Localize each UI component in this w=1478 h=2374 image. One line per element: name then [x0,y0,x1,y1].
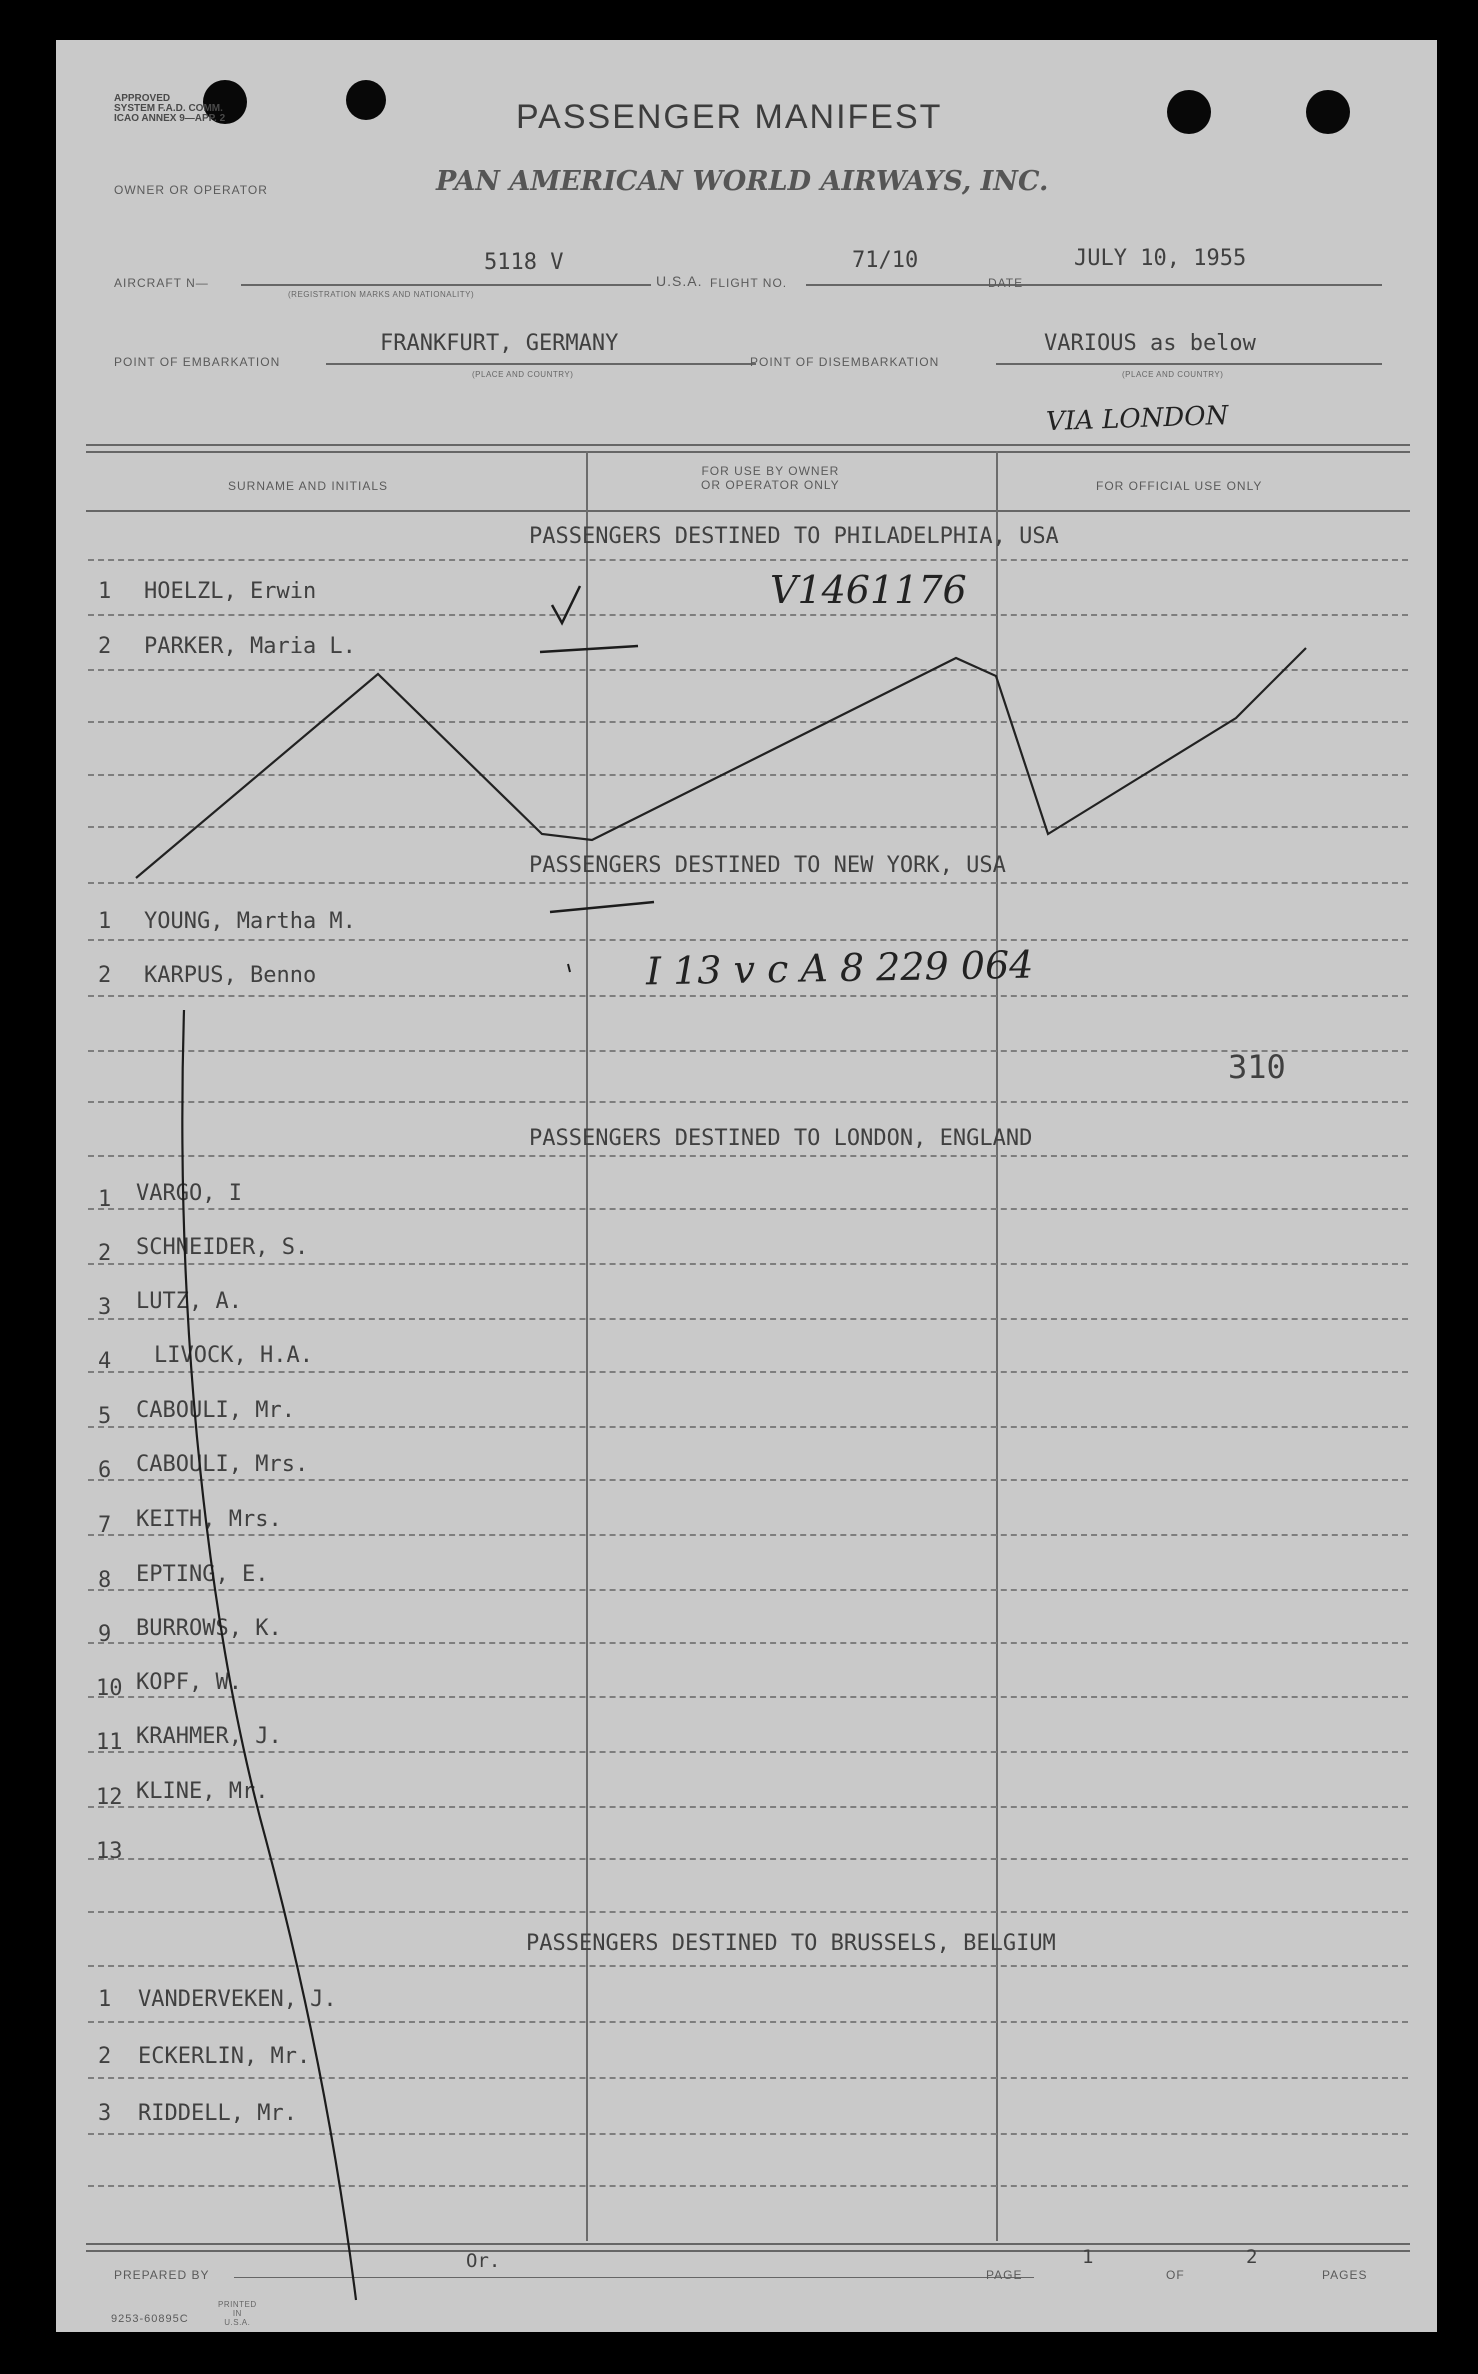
dash-mark [540,646,638,652]
passenger-number: 11 [96,1730,123,1755]
passenger-number: 2 [98,963,112,988]
long-pen-stroke [182,1010,356,2300]
passenger-name: KARPUS, Benno [144,963,317,988]
passenger-number: 3 [98,1295,112,1320]
date-label: DATE [988,276,1024,290]
passenger-number: 2 [98,634,112,659]
stamp-number: 310 [1228,1048,1286,1086]
date-value: JULY 10, 1955 [1074,246,1247,271]
passenger-number: 1 [98,1187,112,1212]
prepared-by-label: PREPARED BY [114,2268,210,2282]
form-number: 9253-60895C [111,2313,189,2325]
flight-label: FLIGHT NO. [710,276,788,290]
disembarkation-value: VARIOUS as below [1044,331,1256,356]
aircraft-sublabel: (REGISTRATION MARKS AND NATIONALITY) [288,290,475,299]
passenger-number: 6 [98,1458,112,1483]
passenger-name: HOELZL, Erwin [144,579,317,604]
passenger-name: RIDDELL, Mr. [138,2101,297,2126]
handwritten-marks [56,40,1437,2332]
passenger-name: ECKERLIN, Mr. [138,2044,311,2069]
usa-label: U.S.A. [656,273,703,289]
passenger-number: 1 [98,1987,112,2012]
disembarkation-label: POINT OF DISEMBARKATION [750,355,940,369]
flight-value: 71/10 [852,248,919,273]
passenger-name: SCHNEIDER, S. [136,1235,309,1260]
section-heading-philadelphia: PASSENGERS DESTINED TO PHILADELPHIA, USA [529,524,1059,549]
passenger-name: LIVOCK, H.A. [154,1343,313,1368]
col-header-surname: SURNAME AND INITIALS [228,479,389,493]
owner-label: OWNER OR OPERATOR [114,183,268,197]
passenger-name: CABOULI, Mr. [136,1398,295,1423]
passenger-name: CABOULI, Mrs. [136,1452,309,1477]
passenger-name: BURROWS, K. [136,1616,282,1641]
passenger-number: 9 [98,1622,112,1647]
embarkation-label: POINT OF EMBARKATION [114,355,281,369]
approval-line: SYSTEM F.A.D. COMM. [114,103,223,114]
via-london-handwritten: VIA LONDON [1045,400,1229,438]
passenger-number: 1 [98,579,112,604]
page-title: PASSENGER MANIFEST [516,98,943,136]
printed-stamp-line: U.S.A. [224,2318,251,2327]
aircraft-value: 5118 V [484,250,564,275]
section-heading-brussels: PASSENGERS DESTINED TO BRUSSELS, BELGIUM [526,1931,1056,1956]
passenger-number: 13 [96,1839,123,1864]
passenger-number: 2 [98,2044,112,2069]
passenger-number: 5 [98,1404,112,1429]
visa-number-hoelzl: V1461176 [770,568,967,612]
passenger-name: VARGO, I [136,1181,242,1206]
passenger-number: 7 [98,1513,112,1538]
embarkation-sublabel: (PLACE AND COUNTRY) [472,370,574,379]
approval-line: ICAO ANNEX 9—APP. 2 [114,113,226,124]
prepared-by-value: Or. [466,2250,501,2272]
passenger-name: VANDERVEKEN, J. [138,1987,337,2012]
section-heading-new-york: PASSENGERS DESTINED TO NEW YORK, USA [529,853,1006,878]
check-mark [552,586,580,623]
visa-number-karpus: I 13 v c A 8 229 064 [645,942,1034,994]
dash-mark [550,902,654,912]
void-zigzag-stroke [136,648,1306,878]
passenger-name: KOPF, W. [136,1670,242,1695]
section-heading-london: PASSENGERS DESTINED TO LONDON, ENGLAND [529,1126,1033,1151]
page-number: 1 [1082,2246,1094,2268]
pages-label: PAGES [1322,2268,1368,2282]
passenger-name: EPTING, E. [136,1562,269,1587]
passenger-name: KLINE, Mr. [136,1779,269,1804]
printed-stamp-line: IN [232,2309,242,2318]
owner-value: PAN AMERICAN WORLD AIRWAYS, INC. [436,166,1049,197]
passenger-name: KEITH, Mrs. [136,1507,282,1532]
disembarkation-sublabel: (PLACE AND COUNTRY) [1122,370,1224,379]
embarkation-value: FRANKFURT, GERMANY [380,331,619,356]
passenger-number: 3 [98,2101,112,2126]
of-label: OF [1166,2268,1185,2282]
passenger-number: 4 [98,1349,112,1374]
col-header-owner-line: FOR USE BY OWNER [701,464,840,478]
page-label: PAGE [986,2268,1023,2282]
printed-stamp-line: PRINTED [218,2300,257,2309]
passenger-name: LUTZ, A. [136,1289,242,1314]
aircraft-label: AIRCRAFT N— [114,276,209,290]
passenger-number: 10 [96,1676,123,1701]
passenger-number: 1 [98,909,112,934]
passenger-number: 12 [96,1785,123,1810]
approval-line: APPROVED [114,93,171,104]
manifest-sheet [56,40,1437,2332]
passenger-number: 8 [98,1568,112,1593]
passenger-name: PARKER, Maria L. [144,634,356,659]
passenger-name: KRAHMER, J. [136,1724,282,1749]
passenger-name: YOUNG, Martha M. [144,909,356,934]
passenger-number: 2 [98,1241,112,1266]
page-total: 2 [1246,2246,1258,2268]
col-header-owner-line: OR OPERATOR ONLY [701,478,840,492]
tick-mark [568,964,570,972]
col-header-official: FOR OFFICIAL USE ONLY [1096,479,1263,493]
